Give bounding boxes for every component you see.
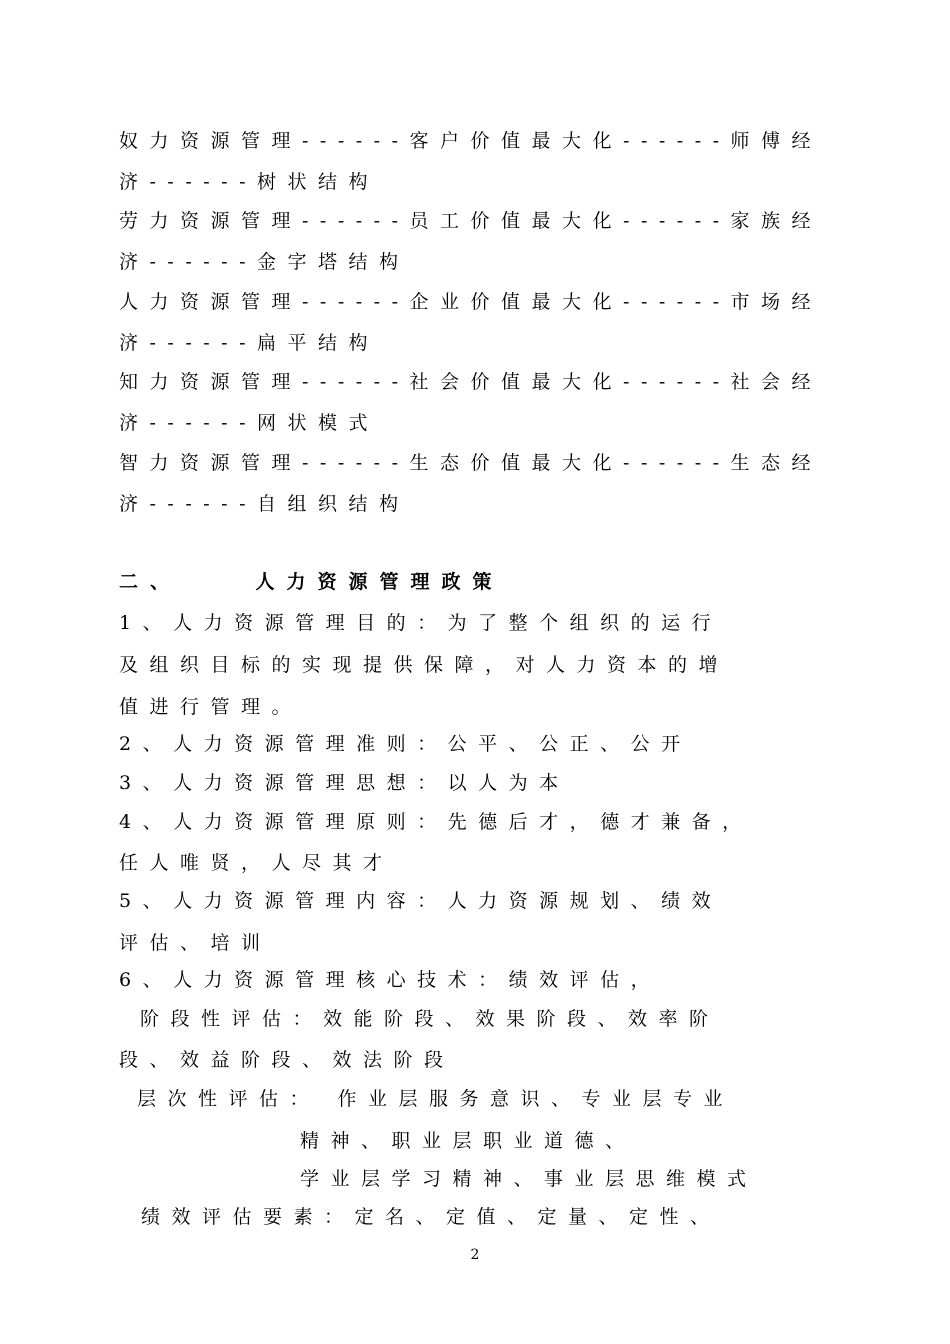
text-line-17: 4、人力资源管理原则：先德后才，德才兼备， xyxy=(119,811,753,833)
text-line-8: 济------网状模式 xyxy=(119,412,380,434)
text-line-27: 绩效评估要素：定名、定值、定量、定性、 xyxy=(141,1206,721,1228)
text-line-19: 5、人力资源管理内容：人力资源规划、绩效 xyxy=(119,890,723,912)
section-heading: 二、 人力资源管理政策 xyxy=(119,571,504,593)
text-line-3: 劳力资源管理------员工价值最大化------家族经 xyxy=(119,210,823,232)
text-line-23: 段、效益阶段、效法阶段 xyxy=(119,1049,455,1071)
text-line-1: 奴力资源管理------客户价值最大化------师傅经 xyxy=(119,130,823,152)
text-line-26: 学业层学习精神、事业层思维模式 xyxy=(300,1168,758,1190)
text-line-4: 济------金字塔结构 xyxy=(119,251,410,273)
text-line-16: 3、人力资源管理思想：以人为本 xyxy=(119,772,570,794)
text-line-22: 阶段性评估：效能阶段、效果阶段、效率阶 xyxy=(140,1008,720,1030)
text-line-10: 济------自组织结构 xyxy=(119,493,410,515)
text-line-2: 济------树状结构 xyxy=(119,171,380,193)
text-line-15: 2、人力资源管理准则：公平、公正、公开 xyxy=(119,733,692,755)
text-line-14: 值进行管理。 xyxy=(119,696,303,718)
text-line-20: 评估、培训 xyxy=(119,932,272,954)
text-line-18: 任人唯贤，人尽其才 xyxy=(119,852,394,874)
text-line-5: 人力资源管理------企业价值最大化------市场经 xyxy=(119,291,823,313)
text-line-25: 精神、职业层职业道德、 xyxy=(300,1130,636,1152)
text-line-9: 智力资源管理------生态价值最大化------生态经 xyxy=(119,452,823,474)
text-line-12: 1、人力资源管理目的：为了整个组织的运行 xyxy=(119,612,723,634)
page-number: 2 xyxy=(470,1247,480,1263)
text-line-21: 6、人力资源管理核心技术：绩效评估， xyxy=(119,969,662,991)
text-line-24: 层次性评估： 作业层服务意识、专业层专业 xyxy=(137,1088,735,1110)
text-line-13: 及组织目标的实现提供保障，对人力资本的增 xyxy=(119,654,730,676)
text-line-7: 知力资源管理------社会价值最大化------社会经 xyxy=(119,371,823,393)
text-line-6: 济------扁平结构 xyxy=(119,332,380,354)
